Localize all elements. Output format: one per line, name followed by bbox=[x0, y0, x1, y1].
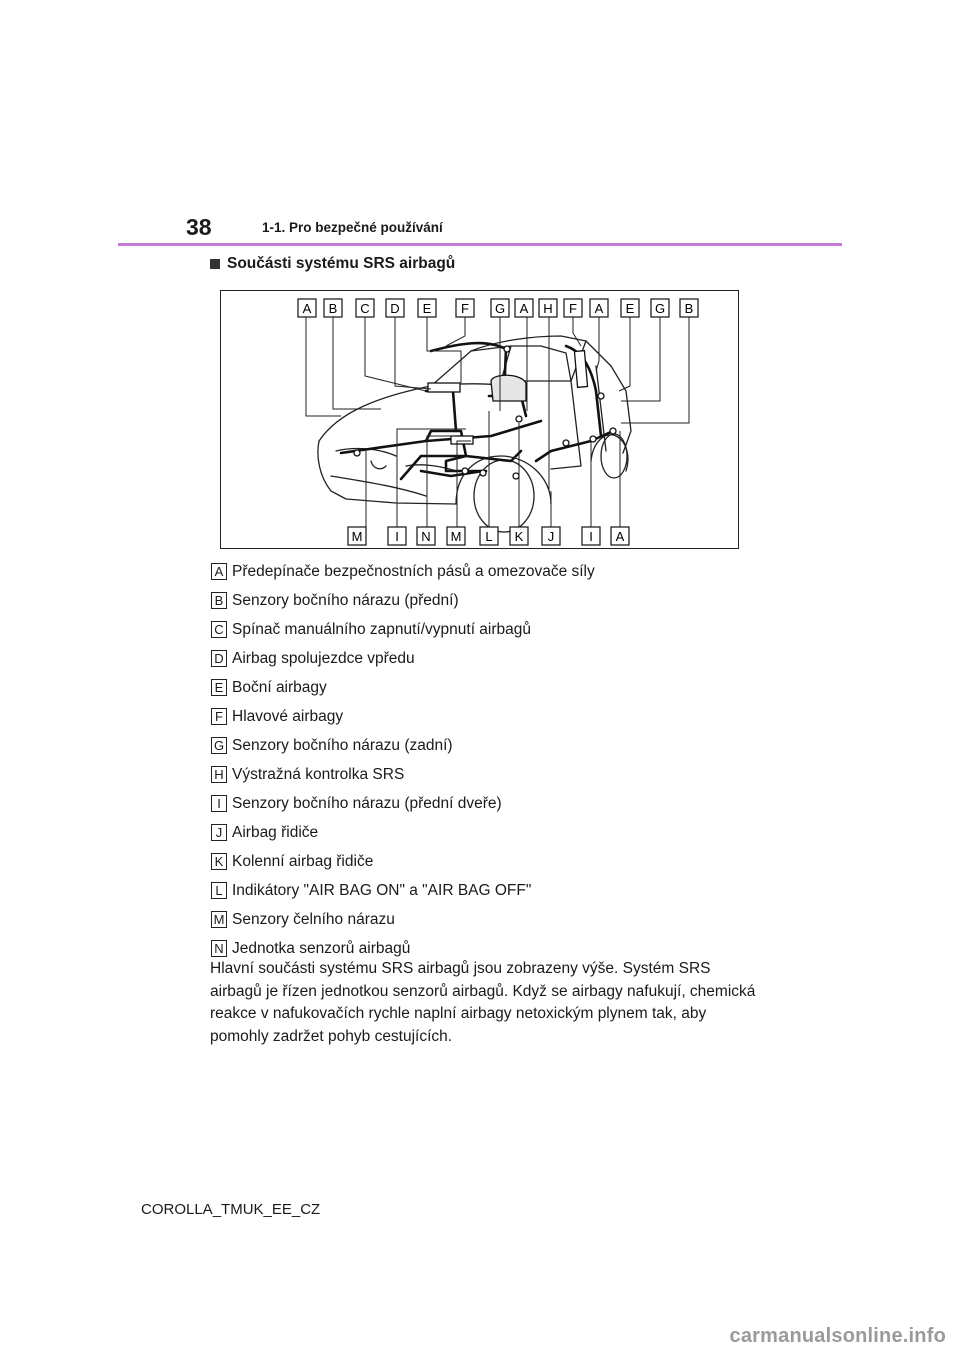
svg-text:I: I bbox=[395, 529, 399, 544]
legend-key: J bbox=[211, 824, 227, 841]
legend-key: F bbox=[211, 708, 227, 725]
svg-text:A: A bbox=[594, 301, 604, 316]
legend-item bbox=[211, 731, 771, 760]
legend-item bbox=[211, 789, 771, 818]
legend-text: Senzory bočního nárazu (přední) bbox=[232, 591, 459, 609]
legend-item bbox=[211, 760, 771, 789]
legend-key: C bbox=[211, 621, 227, 638]
legend-key: N bbox=[211, 940, 227, 957]
legend-item bbox=[211, 847, 771, 876]
svg-text:H: H bbox=[543, 301, 553, 316]
legend-key: E bbox=[211, 679, 227, 696]
sub-heading-text: Součásti systému SRS airbagů bbox=[227, 255, 456, 272]
svg-text:A: A bbox=[302, 301, 312, 316]
svg-text:G: G bbox=[654, 301, 666, 316]
legend-text: Hlavové airbagy bbox=[232, 707, 344, 725]
legend-text: Výstražná kontrolka SRS bbox=[232, 765, 405, 783]
legend-text: Senzory bočního nárazu (přední dveře) bbox=[232, 794, 502, 812]
watermark-link[interactable]: carmanualsonline.info bbox=[729, 1325, 946, 1347]
header-rule bbox=[118, 243, 842, 246]
airbag-diagram bbox=[220, 290, 739, 549]
svg-text:I: I bbox=[589, 529, 593, 544]
svg-text:F: F bbox=[569, 301, 577, 316]
legend-text: Airbag řidiče bbox=[232, 823, 319, 841]
legend-item bbox=[211, 615, 771, 644]
footer-code: COROLLA_TMUK_EE_CZ bbox=[141, 1201, 321, 1218]
car-illustration bbox=[221, 291, 740, 550]
legend-key: G bbox=[211, 737, 227, 754]
legend-list bbox=[211, 557, 771, 963]
square-bullet-icon bbox=[210, 259, 220, 269]
section-header: 1-1. Pro bezpečné používání bbox=[262, 220, 443, 235]
svg-text:C: C bbox=[360, 301, 370, 316]
legend-item bbox=[211, 905, 771, 934]
svg-text:F: F bbox=[461, 301, 469, 316]
legend-text: Indikátory "AIR BAG ON" a "AIR BAG OFF" bbox=[232, 881, 532, 899]
svg-text:E: E bbox=[422, 301, 432, 316]
legend-text: Boční airbagy bbox=[232, 678, 327, 696]
sub-heading bbox=[210, 255, 455, 273]
page-number: 38 bbox=[186, 214, 212, 240]
svg-text:B: B bbox=[328, 301, 338, 316]
svg-text:D: D bbox=[390, 301, 400, 316]
legend-item bbox=[211, 818, 771, 847]
svg-text:B: B bbox=[684, 301, 694, 316]
svg-text:E: E bbox=[625, 301, 635, 316]
svg-text:M: M bbox=[351, 529, 363, 544]
legend-key: K bbox=[211, 853, 227, 870]
legend-text: Jednotka senzorů airbagů bbox=[232, 939, 411, 957]
callout-bottom-labels bbox=[348, 527, 629, 545]
svg-text:A: A bbox=[615, 529, 625, 544]
legend-key: H bbox=[211, 766, 227, 783]
svg-text:N: N bbox=[421, 529, 431, 544]
svg-text:A: A bbox=[519, 301, 529, 316]
legend-item bbox=[211, 702, 771, 731]
legend-key: I bbox=[211, 795, 227, 812]
svg-text:G: G bbox=[494, 301, 506, 316]
legend-text: Předepínače bezpečnostních pásů a omezovače síly bbox=[232, 562, 595, 580]
legend-text: Spínač manuálního zapnutí/vypnutí airbagů bbox=[232, 620, 532, 638]
legend-text: Senzory čelního nárazu bbox=[232, 910, 395, 928]
legend-key: L bbox=[211, 882, 227, 899]
legend-item bbox=[211, 644, 771, 673]
legend-item bbox=[211, 586, 771, 615]
svg-text:J: J bbox=[547, 529, 555, 544]
legend-key: D bbox=[211, 650, 227, 667]
legend-key: M bbox=[211, 911, 227, 928]
legend-key: A bbox=[211, 563, 227, 580]
legend-item bbox=[211, 876, 771, 905]
svg-text:M: M bbox=[450, 529, 462, 544]
svg-text:L: L bbox=[485, 529, 493, 544]
legend-item bbox=[211, 557, 771, 586]
legend-item bbox=[211, 673, 771, 702]
legend-key: B bbox=[211, 592, 227, 609]
callout-top-labels bbox=[298, 299, 698, 317]
body-paragraph: Hlavní součásti systému SRS airbagů jsou zobrazeny výše. Systém SRS airbagů je řízen jednotkou senzorů airbagů. Když se airbagy nafukují, chemická reakce v nafukovačích rychle naplní airbagy netoxickým plynem tak, aby pomohly zadržet pohyb cestujících. bbox=[210, 960, 756, 1045]
svg-text:K: K bbox=[514, 529, 524, 544]
legend-text: Senzory bočního nárazu (zadní) bbox=[232, 736, 453, 754]
legend-text: Airbag spolujezdce vpředu bbox=[232, 649, 415, 667]
legend-text: Kolenní airbag řidiče bbox=[232, 852, 374, 870]
